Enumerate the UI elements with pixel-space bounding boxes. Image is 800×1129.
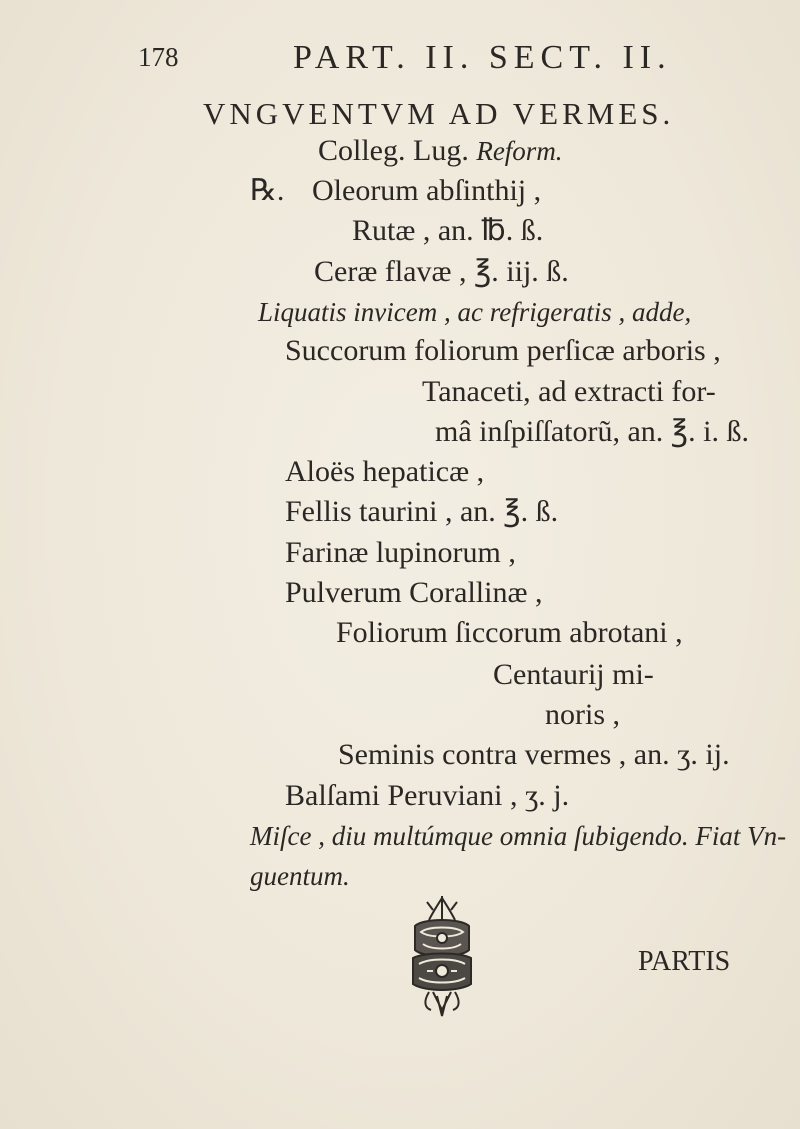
recipe-line: Succorum foliorum perſicæ arboris , xyxy=(285,334,721,367)
recipe-title: VNGVENTVM AD VERMES. xyxy=(203,96,675,131)
source-text: Colleg. Lug. xyxy=(318,134,469,167)
recipe-line: Ceræ flavæ , ℥. iij. ß. xyxy=(314,255,569,288)
recipe-line: Tanaceti, ad extracti for- xyxy=(422,375,716,408)
recipe-line: Balſami Peruviani , ʒ. j. xyxy=(285,779,570,812)
recipe-line: Liquatis invicem , ac refrigeratis , adde, xyxy=(258,297,692,327)
recipe-line: mâ inſpiſſatorũ, an. ℥. i. ß. xyxy=(435,415,749,448)
recipe-source xyxy=(318,136,563,166)
recipe-line: guentum. xyxy=(250,861,350,891)
recipe-line: Farinæ lupinorum , xyxy=(285,536,516,569)
floral-tailpiece-icon xyxy=(403,892,481,1022)
running-head: PART. II. SECT. II. xyxy=(293,39,672,76)
recipe-line: noris , xyxy=(545,698,620,731)
rx-symbol: ℞. xyxy=(250,174,285,207)
source-italic: Reform. xyxy=(476,136,563,166)
recipe-line: Foliorum ſiccorum abrotani , xyxy=(336,616,683,649)
recipe-line: Fellis taurini , an. ℥. ß. xyxy=(285,495,559,528)
page-number: 178 xyxy=(138,42,179,72)
recipe-line: Centaurij mi- xyxy=(493,658,654,691)
recipe-line: Miſce , diu multúmque omnia ſubigendo. Fiat Vn- xyxy=(250,821,787,851)
recipe-line: Aloës hepaticæ , xyxy=(285,455,485,488)
recipe-line: Seminis contra vermes , an. ʒ. ij. xyxy=(338,738,730,771)
catchword: PARTIS xyxy=(638,946,731,977)
recipe-line: Rutæ , an. ℔. ß. xyxy=(352,214,544,247)
recipe-line: Pulverum Corallinæ , xyxy=(285,576,543,609)
recipe-line: Oleorum abſinthij , xyxy=(312,174,542,207)
